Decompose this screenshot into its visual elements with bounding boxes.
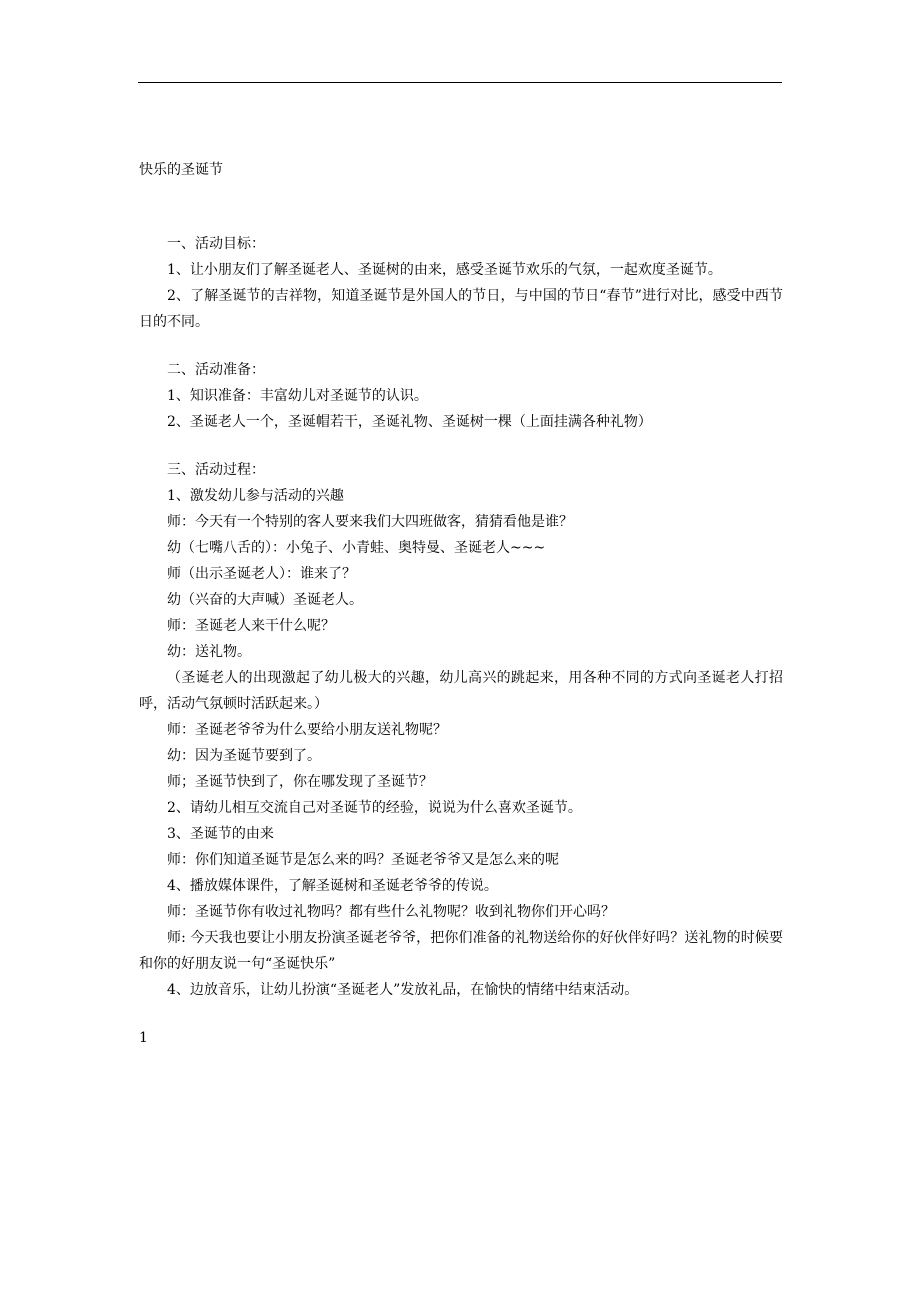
- dialogue-line: 师：今天有一个特别的客人要来我们大四班做客，猜猜看他是谁？: [167, 514, 573, 530]
- paragraph: 4、边放音乐，让幼儿扮演“圣诞老人”发放礼品，在愉快的情绪中结束活动。: [167, 982, 639, 998]
- paragraph: 2、请幼儿相互交流自己对圣诞节的经验，说说为什么喜欢圣诞节。: [167, 800, 582, 816]
- dialogue-line: 幼（七嘴八舌的）：小兔子、小青蛙、奥特曼、圣诞老人~~~: [167, 540, 546, 556]
- dialogue-line: 师（出示圣诞老人）：谁来了？: [167, 566, 356, 582]
- document-body: [139, 231, 783, 1003]
- section-spacer: [139, 435, 783, 457]
- dialogue-line: 师: 今天我也要让小朋友扮演圣诞老爷爷，把你们准备的礼物送给你的好伙伴好吗？送礼物的时候要和你的好朋友说一句“圣诞快乐”: [139, 930, 783, 972]
- section-heading-preparation: 二、活动准备：: [167, 362, 265, 378]
- paragraph: 4、播放媒体课件，了解圣诞树和圣诞老爷爷的传说。: [167, 878, 498, 894]
- dialogue-line: 师；圣诞节快到了，你在哪发现了圣诞节？: [167, 774, 433, 790]
- dialogue-line: 师：圣诞老人来干什么呢？: [167, 618, 335, 634]
- paragraph: 2、了解圣诞节的吉祥物，知道圣诞节是外国人的节日，与中国的节日“春节”进行对比，感受中西节日的不同。: [139, 288, 783, 330]
- paragraph: 2、圣诞老人一个，圣诞帽若干，圣诞礼物、圣诞树一棵（上面挂满各种礼物）: [167, 414, 652, 430]
- header-rule: [138, 82, 782, 83]
- section-heading-goals: 一、活动目标：: [167, 236, 265, 252]
- dialogue-line: 幼（兴奋的大声喊）圣诞老人。: [167, 592, 363, 608]
- dialogue-line: 师：圣诞老爷爷为什么要给小朋友送礼物呢？: [167, 722, 447, 738]
- dialogue-line: 师：圣诞节你有收过礼物吗？都有些什么礼物呢？收到礼物你们开心吗？: [167, 904, 615, 920]
- paragraph: 1、让小朋友们了解圣诞老人、圣诞树的由来，感受圣诞节欢乐的气氛，一起欢度圣诞节。: [167, 262, 722, 278]
- paragraph: （圣诞老人的出现激起了幼儿极大的兴趣，幼儿高兴的跳起来，用各种不同的方式向圣诞老人打招呼，活动气氛顿时活跃起来。）: [139, 670, 783, 712]
- paragraph: 1、知识准备：丰富幼儿对圣诞节的认识。: [167, 388, 428, 404]
- dialogue-line: 幼：送礼物。: [167, 644, 251, 660]
- dialogue-line: 幼：因为圣诞节要到了。: [167, 748, 321, 764]
- dialogue-line: 师：你们知道圣诞节是怎么来的吗？圣诞老爷爷又是怎么来的呢: [167, 852, 559, 868]
- document-title: 快乐的圣诞节: [139, 162, 223, 178]
- paragraph: 1、激发幼儿参与活动的兴趣: [167, 488, 344, 504]
- section-heading-process: 三、活动过程：: [167, 462, 265, 478]
- page-number: 1: [139, 1030, 148, 1046]
- paragraph: 3、圣诞节的由来: [167, 826, 274, 842]
- section-spacer: [139, 335, 783, 357]
